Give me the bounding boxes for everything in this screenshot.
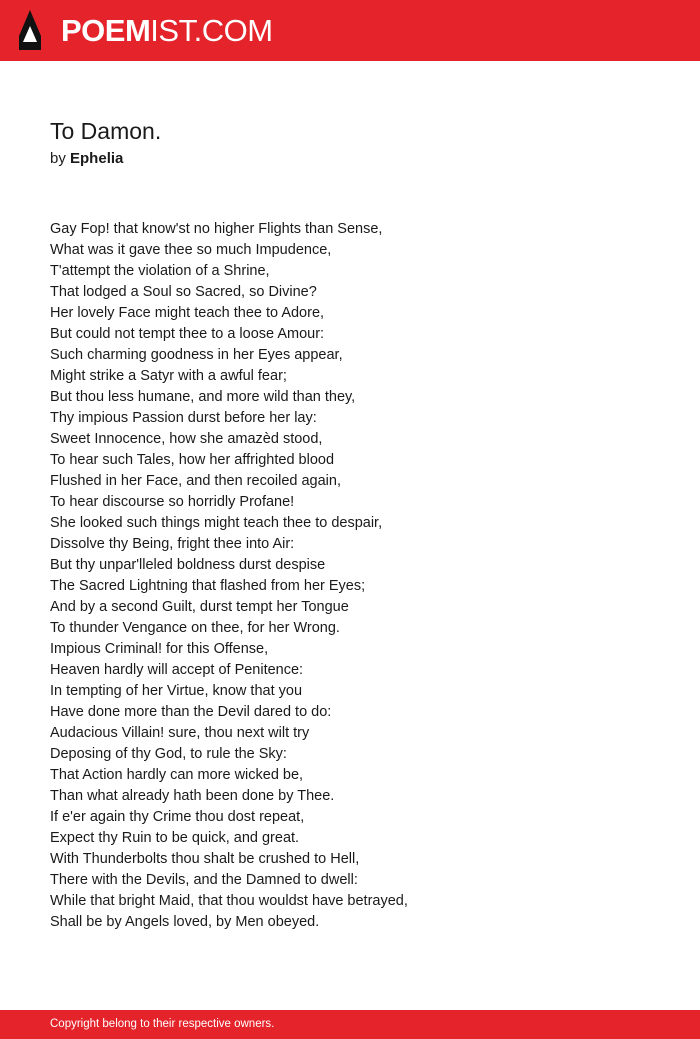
poem-author: Ephelia	[70, 150, 124, 167]
site-header	[0, 0, 700, 61]
site-logo[interactable]	[61, 10, 273, 52]
poem-byline	[50, 149, 123, 169]
poem-line: Than what already hath been done by Thee.	[50, 788, 335, 804]
poem-line: But thou less humane, and more wild than they,	[50, 389, 356, 405]
poem-body	[50, 219, 408, 933]
poem-line: There with the Devils, and the Damned to dwell:	[50, 872, 358, 888]
poem-line: But thy unpar'lleled boldness durst despise	[50, 557, 326, 573]
copyright-text: Copyright belong to their respective owners.	[50, 1018, 275, 1030]
poem-line: T'attempt the violation of a Shrine,	[50, 263, 270, 279]
poem-line: Might strike a Satyr with a awful fear;	[50, 368, 287, 384]
poem-line: Her lovely Face might teach thee to Adore,	[50, 305, 325, 321]
logo-bold-text: POEM	[61, 13, 151, 48]
poem-line: The Sacred Lightning that flashed from her Eyes;	[50, 578, 366, 594]
poem-line: In tempting of her Virtue, know that you	[50, 683, 303, 699]
poem-line: Heaven hardly will accept of Penitence:	[50, 662, 304, 678]
poem-line: That lodged a Soul so Sacred, so Divine?	[50, 284, 317, 300]
poem-line: Have done more than the Devil dared to do:	[50, 704, 332, 720]
poem-line: With Thunderbolts thou shalt be crushed to Hell,	[50, 851, 360, 867]
poem-line: Deposing of thy God, to rule the Sky:	[50, 746, 287, 762]
site-footer	[0, 1010, 700, 1039]
poem-line: And by a second Guilt, durst tempt her Tongue	[50, 599, 349, 615]
poem-line: Sweet Innocence, how she amazèd stood,	[50, 431, 323, 447]
poem-line: That Action hardly can more wicked be,	[50, 767, 304, 783]
poem-line: Expect thy Ruin to be quick, and great.	[50, 830, 300, 846]
poem-line: What was it gave thee so much Impudence,	[50, 242, 332, 258]
poem-line: Shall be by Angels loved, by Men obeyed.	[50, 914, 320, 930]
poem-line: But could not tempt thee to a loose Amour:	[50, 326, 325, 342]
poem-line: Audacious Villain! sure, thou next wilt try	[50, 725, 310, 741]
poem-line: To hear discourse so horridly Profane!	[50, 494, 295, 510]
poem-line: While that bright Maid, that thou wouldst have betrayed,	[50, 893, 408, 909]
poem-line: Such charming goodness in her Eyes appear,	[50, 347, 343, 363]
logo-light-text: IST.COM	[150, 13, 273, 48]
poem-line: If e'er again thy Crime thou dost repeat,	[50, 809, 305, 825]
poem-line: Thy impious Passion durst before her lay:	[50, 410, 317, 426]
poem-line: Gay Fop! that know'st no higher Flights than Sense,	[50, 221, 383, 237]
poem-line: She looked such things might teach thee to despair,	[50, 515, 383, 531]
poem-line: Impious Criminal! for this Offense,	[50, 641, 269, 657]
poem-title: To Damon.	[50, 118, 162, 144]
pencil-tip-icon[interactable]	[17, 9, 43, 51]
poem-line: To thunder Vengance on thee, for her Wrong.	[50, 620, 340, 636]
poem-line: Dissolve thy Being, fright thee into Air:	[50, 536, 295, 552]
poem-line: To hear such Tales, how her affrighted blood	[50, 452, 335, 468]
poem-line: Flushed in her Face, and then recoiled again,	[50, 473, 341, 489]
by-label: by	[50, 150, 66, 167]
